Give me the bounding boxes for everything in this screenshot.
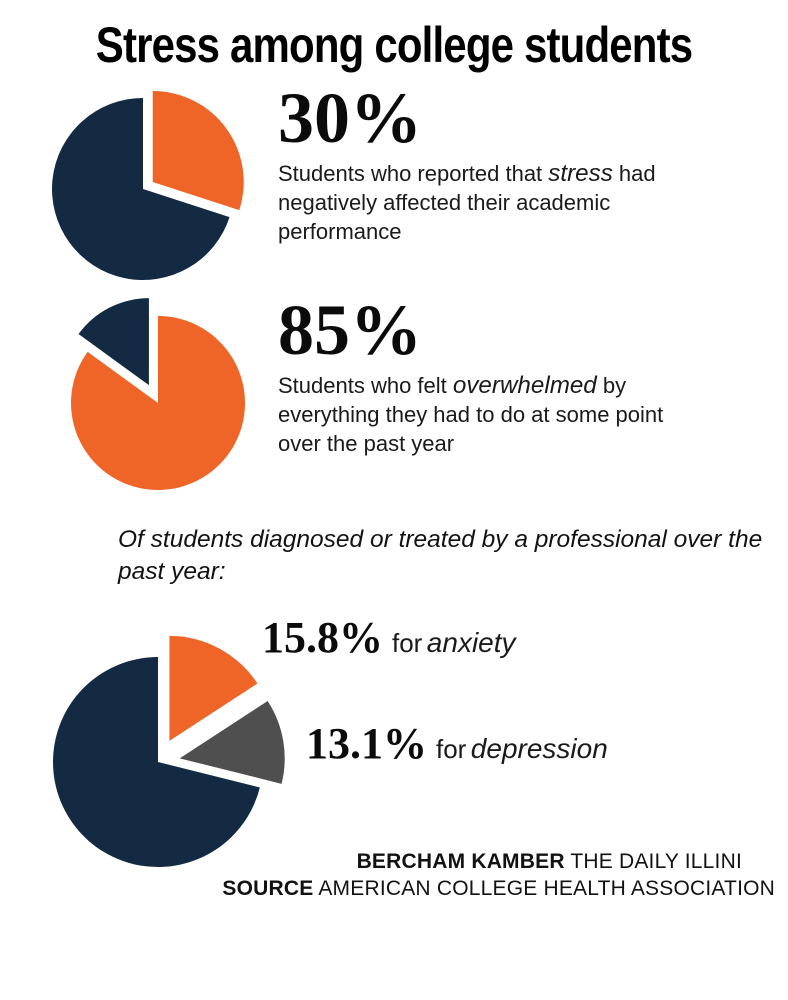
stat-value-85: 85%	[278, 290, 422, 370]
stat-value-30: 30%	[278, 78, 422, 158]
stat-block-stress	[278, 78, 698, 246]
source-line	[222, 875, 775, 902]
callout-term-anxiety: anxiety	[426, 627, 516, 658]
stat-description-overwhelmed	[278, 371, 708, 458]
text-segment: Students who reported that	[278, 161, 549, 186]
callout-connector-depression: for	[436, 734, 467, 764]
pie-chart-overwhelmed	[40, 285, 276, 526]
callout-anxiety	[262, 612, 516, 663]
text-segment: Students who felt	[278, 373, 453, 398]
title-row	[0, 16, 788, 74]
pie-chart-stress	[28, 74, 258, 309]
callout-depression	[306, 718, 608, 769]
emphasized-word: overwhelmed	[452, 372, 597, 399]
section-heading-diagnosed: Of students diagnosed or treated by a professional over the past year:	[118, 526, 763, 585]
emphasized-word: stress	[548, 160, 613, 187]
callout-term-depression: depression	[470, 733, 608, 764]
source-name: AMERICAN COLLEGE HEALTH ASSOCIATION	[313, 877, 775, 900]
callout-value-depression: 13.1%	[306, 719, 427, 768]
text-segment: had negatively affected their academic performance	[278, 161, 656, 244]
text-segment: by everything they had to do at some point over the past year	[278, 373, 664, 456]
callout-connector-anxiety: for	[392, 628, 423, 658]
credits	[222, 848, 775, 902]
callout-value-anxiety: 15.8%	[262, 613, 383, 662]
pie-slice-stress-30pct	[153, 91, 244, 210]
byline-publication: THE DAILY ILLINI	[564, 850, 742, 873]
stat-block-overwhelmed	[278, 290, 708, 458]
byline-author: BERCHAM KAMBER	[356, 850, 565, 873]
source-label: SOURCE	[222, 877, 314, 900]
page-title: Stress among college students	[95, 17, 693, 73]
pie-svg	[28, 74, 258, 304]
pie-svg	[40, 285, 276, 521]
byline	[222, 848, 742, 875]
stat-description-stress	[278, 159, 698, 246]
